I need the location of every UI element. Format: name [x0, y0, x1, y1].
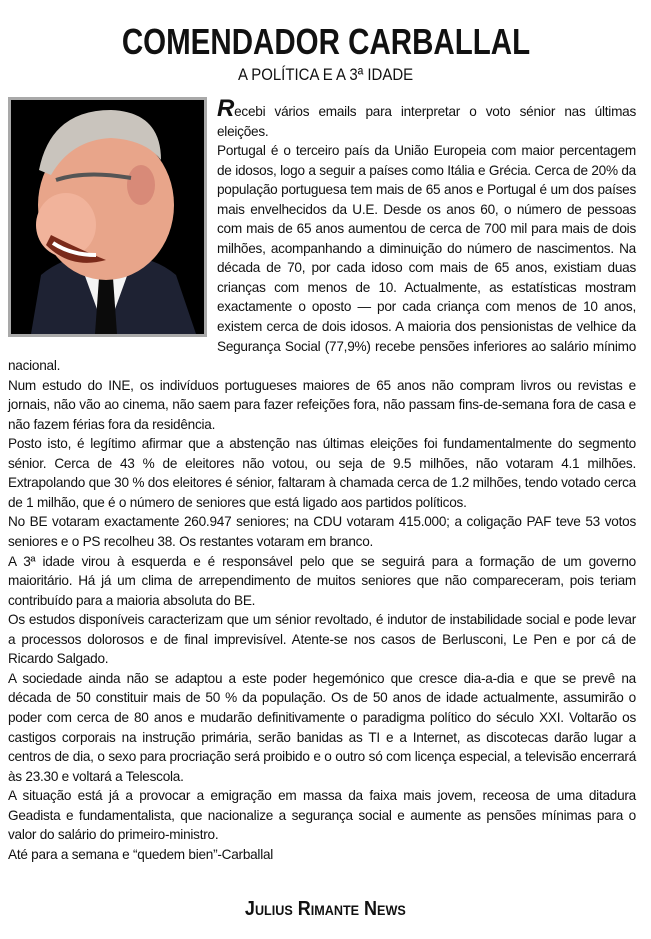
article-body: [8, 97, 636, 864]
footer-brand: [0, 898, 651, 921]
title-text: COMENDADOR CARBALLAL: [121, 21, 530, 62]
article-paragraph: A 3ª idade virou à esquerda e é responsável pelo que se seguirá para a formação de um governo maioritário. Há já um clima de arrependimento de muitos seniores que não compareceram, pois teriam contribuído para a maioria absoluta do BE.: [8, 553, 636, 608]
page-subtitle: [0, 64, 651, 86]
portrait-icon: [11, 100, 204, 334]
article-paragraph: Portugal é o terceiro país da União Europeia com maior percentagem de idosos, logo a seguir a países como Itália e Grécia. Cerca de 20% da população portuguesa tem mais de 65 anos e Portugal é um dos países mais envelhecidos da U.E. Desde os anos 60, o número de pessoas com mais de 65 anos aumentou de cerca de 700 mil para mais de dois milhões, acompanhando a diminuição do número de nascimentos. Na década de 70, por cada idoso com mais de 65 anos, existiam duas crianças com menos de 10. Actualmente, as estatísticas mostram exactamente o oposto — por cada criança com menos de 10 anos, existem cerca de dois idosos. A maioria dos pensionistas de velhice da Segurança Social (77,9%) recebe pensões inferiores ao salário mínimo nacional.: [8, 143, 636, 374]
caricature-portrait-image: [8, 97, 207, 337]
footer-brand-text: Julius Rimante News: [245, 898, 406, 920]
article-paragraph: No BE votaram exactamente 260.947 seniores; na CDU votaram 415.000; a coligação PAF teve 53 votos seniores e o PS recolheu 38. Os restantes votaram em branco.: [8, 514, 636, 550]
article-paragraph: Num estudo do INE, os indivíduos portugueses maiores de 65 anos não compram livros ou revistas e jornais, não vão ao cinema, não saem para fazer refeições fora, não passam fins-de-semana fora de casa e não fazem férias fora da residência.: [8, 377, 636, 432]
paragraph-text: ecebi vários emails para interpretar o voto sénior nas últimas eleições.: [217, 104, 636, 139]
subtitle-text: A POLÍTICA E A 3ª IDADE: [237, 65, 414, 84]
article-paragraph: A sociedade ainda não se adaptou a este poder hegemónico que cresce dia-a-dia e que se prevê na década de 50 constituir mais de 50 % da população. Os de 50 anos de idade actualmente, assumirão o poder com cerca de 80 anos e mudarão definitivamente o paradigma político do século XXI. Voltarão os castigos corporais na instrução primária, serão banidas as TI e a Internet, as discotecas darão lugar a centros de dia, o sexo para procriação será proibido e o outro só com licença especial, a televisão encerrará às 23.30 e voltará a Telescola.: [8, 670, 636, 784]
article-signoff: Até para a semana e “quedem bien”-Carballal: [8, 846, 274, 862]
article-paragraph: Os estudos disponíveis caracterizam que um sénior revoltado, é indutor de instabilidade social e pode levar a processos dolorosos e de final imprevisível. Atente-se nos casos de Berlusconi, Le Pen e por cá de Ricardo Salgado.: [8, 612, 636, 667]
article-paragraph: A situação está já a provocar a emigração em massa da faixa mais jovem, receosa de uma ditadura Geadista e fundamentalista, que nacionalize a segurança social e aumente as pensões mínimas para o valor do salário do primeiro-ministro.: [8, 788, 636, 843]
article-paragraph: Posto isto, é legítimo afirmar que a abstenção nas últimas eleições foi fundamentalmente do segmento sénior. Cerca de 43 % de eleitores não votou, ou seja de 9.5 milhões, não votaram 4.1 milhões. Extrapolando que 30 % dos eleitores é sénior, faltaram à chamada cerca de 1.2 milhões, tendo votado cerca de 1 milhão, que é o número de seniores que está ligado aos partidos políticos.: [8, 436, 636, 510]
page-title: [0, 22, 651, 62]
drop-cap: R: [217, 95, 235, 122]
